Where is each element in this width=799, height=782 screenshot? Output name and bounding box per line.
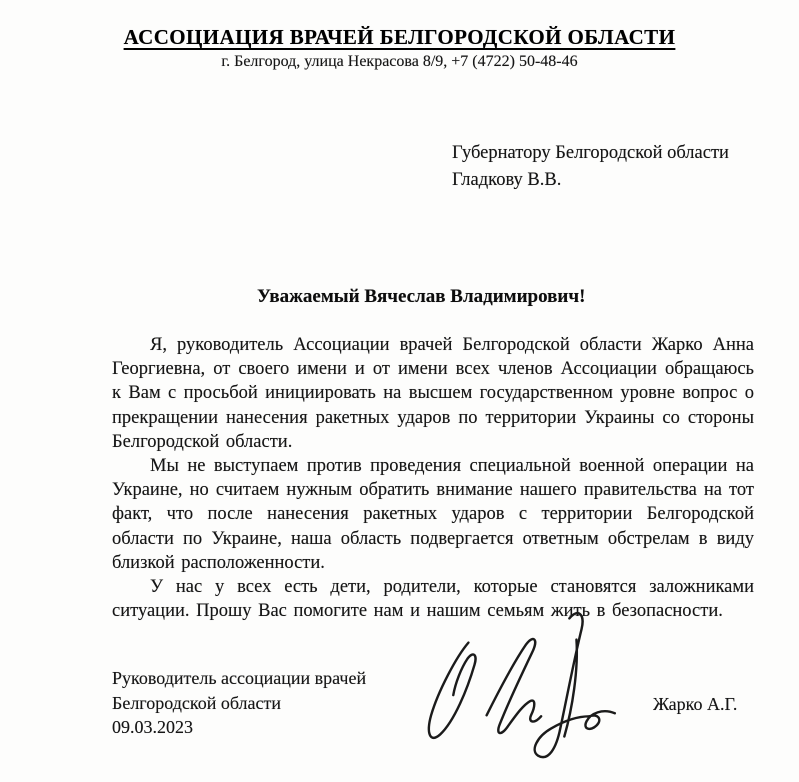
signatory-name: Жарко А.Г. [653,694,738,714]
salutation-line: Уважаемый Вячеслав Владимирович! [257,286,586,307]
letter-body [112,333,754,623]
recipient-line-2: Гладкову В.В. [452,170,562,190]
organization-address-line: г. Белгород, улица Некрасова 8/9, +7 (4722) 50-48-46 [221,53,578,70]
body-paragraph-2: Мы не выступаем против проведения специальной военной операции на Украине, но считаем нужным обратить внимание нашего правительства на тот факт, что после нанесения ракетных ударов с территории Белгородской области по Украине, наша область подвергается ответным обстрелам в виду близкой расположенности. [112,456,754,573]
recipient-line-1: Губернатору Белгородской области [452,143,729,163]
signature-role-block [112,666,366,740]
signature-date: 09.03.2023 [112,717,193,737]
handwritten-signature-icon [422,608,636,762]
signature-role-line-2: Белгородской области [112,692,282,713]
body-paragraph-1: Я, руководитель Ассоциации врачей Белгородской области Жарко Анна Георгиевна, от своего имени и от имени всех членов Ассоциации обращаюсь к Вам с просьбой инициировать на высшем государственном уровне вопрос о прекращении нанесения ракетных ударов по территории Украины со стороны Белгородской области. [112,335,754,452]
recipient-block [452,140,729,194]
signature-role-line-1: Руководитель ассоциации врачей [112,668,367,688]
body-paragraph-3: У нас у всех есть дети, родители, которые становятся заложниками ситуации. Прошу Вас помогите нам и нашим семьям жить в безопасности. [112,577,754,622]
organization-title: АССОЦИАЦИЯ ВРАЧЕЙ БЕЛГОРОДСКОЙ ОБЛАСТИ [123,25,676,49]
